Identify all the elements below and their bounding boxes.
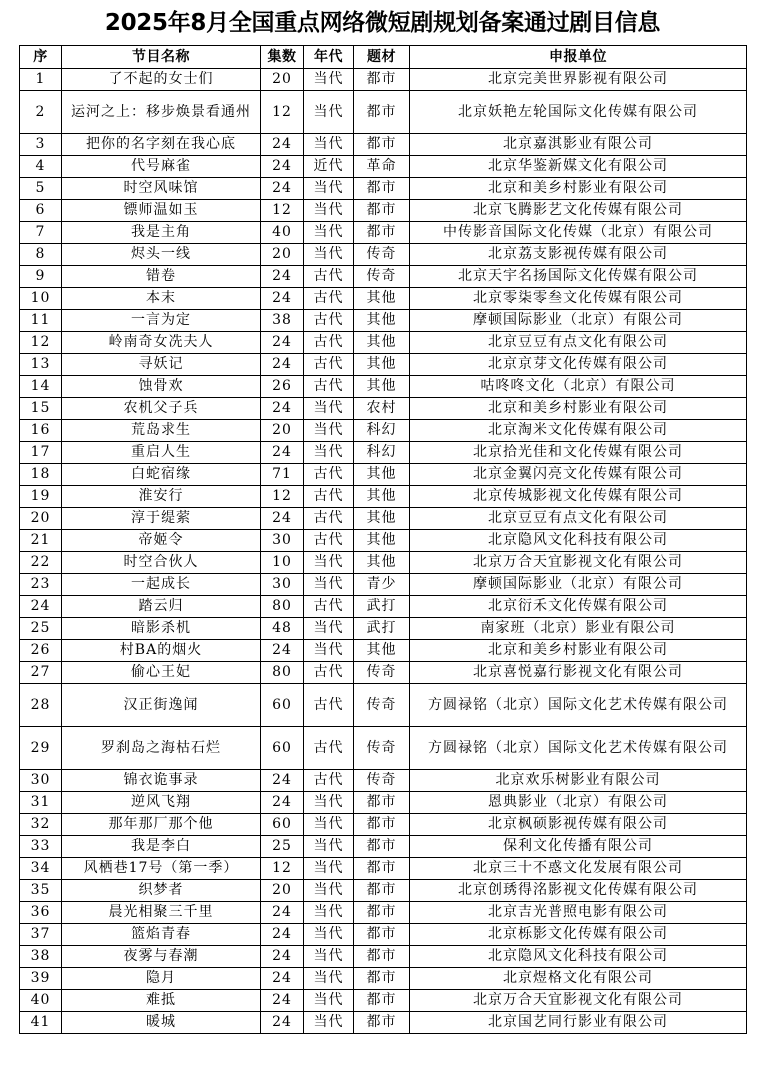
row-era: 当代 <box>304 552 354 574</box>
row-era: 古代 <box>304 332 354 354</box>
row-episodes: 20 <box>261 420 304 442</box>
table-row <box>20 442 747 464</box>
table-row <box>20 902 747 924</box>
row-program-name: 白蛇宿缘 <box>62 464 261 486</box>
row-genre: 都市 <box>354 990 410 1012</box>
row-program-name: 烬头一线 <box>62 244 261 266</box>
table-row <box>20 880 747 902</box>
row-era: 当代 <box>304 946 354 968</box>
row-applicant: 北京隐风文化科技有限公司 <box>410 946 747 968</box>
row-episodes: 24 <box>261 178 304 200</box>
table-row <box>20 662 747 684</box>
row-era: 当代 <box>304 398 354 420</box>
row-program-name: 晨光相聚三千里 <box>62 902 261 924</box>
row-applicant: 北京万合天宜影视文化有限公司 <box>410 990 747 1012</box>
row-applicant: 保利文化传播有限公司 <box>410 836 747 858</box>
table-row <box>20 354 747 376</box>
row-program-name: 锦衣诡事录 <box>62 770 261 792</box>
row-applicant: 咕咚咚文化（北京）有限公司 <box>410 376 747 398</box>
row-episodes: 12 <box>261 200 304 222</box>
row-episodes: 24 <box>261 1012 304 1034</box>
row-serial: 5 <box>20 178 62 200</box>
row-program-name: 难抵 <box>62 990 261 1012</box>
header-serial: 序 <box>20 46 62 69</box>
row-serial: 12 <box>20 332 62 354</box>
row-genre: 都市 <box>354 222 410 244</box>
table-row <box>20 376 747 398</box>
drama-list-table <box>19 45 747 1034</box>
row-applicant: 北京煜格文化有限公司 <box>410 968 747 990</box>
row-genre: 传奇 <box>354 266 410 288</box>
row-episodes: 30 <box>261 530 304 552</box>
row-applicant: 北京淘米文化传媒有限公司 <box>410 420 747 442</box>
row-era: 当代 <box>304 880 354 902</box>
row-program-name: 寻妖记 <box>62 354 261 376</box>
row-era: 当代 <box>304 968 354 990</box>
row-serial: 29 <box>20 727 62 770</box>
row-serial: 28 <box>20 684 62 727</box>
row-serial: 36 <box>20 902 62 924</box>
table-row <box>20 552 747 574</box>
row-era: 当代 <box>304 134 354 156</box>
row-genre: 其他 <box>354 310 410 332</box>
row-serial: 35 <box>20 880 62 902</box>
row-genre: 都市 <box>354 946 410 968</box>
row-applicant: 北京妖艳左轮国际文化传媒有限公司 <box>410 91 747 134</box>
row-episodes: 24 <box>261 640 304 662</box>
row-era: 当代 <box>304 924 354 946</box>
row-genre: 都市 <box>354 792 410 814</box>
row-episodes: 60 <box>261 814 304 836</box>
row-serial: 7 <box>20 222 62 244</box>
row-applicant: 北京喜悦嘉行影视文化有限公司 <box>410 662 747 684</box>
row-episodes: 24 <box>261 288 304 310</box>
row-applicant: 北京三十不惑文化发展有限公司 <box>410 858 747 880</box>
row-applicant: 北京枫硕影视传媒有限公司 <box>410 814 747 836</box>
row-era: 古代 <box>304 684 354 727</box>
row-genre: 其他 <box>354 552 410 574</box>
table-row <box>20 618 747 640</box>
row-era: 当代 <box>304 1012 354 1034</box>
row-episodes: 24 <box>261 508 304 530</box>
row-program-name: 了不起的女士们 <box>62 69 261 91</box>
table-row <box>20 420 747 442</box>
row-serial: 26 <box>20 640 62 662</box>
row-serial: 18 <box>20 464 62 486</box>
table-row <box>20 244 747 266</box>
row-genre: 都市 <box>354 836 410 858</box>
row-applicant: 北京豆豆有点文化有限公司 <box>410 332 747 354</box>
row-serial: 9 <box>20 266 62 288</box>
row-program-name: 错卷 <box>62 266 261 288</box>
row-genre: 传奇 <box>354 662 410 684</box>
row-program-name: 我是李白 <box>62 836 261 858</box>
row-episodes: 20 <box>261 880 304 902</box>
row-program-name: 罗刹岛之海枯石烂 <box>62 727 261 770</box>
row-applicant: 北京金翼闪亮文化传媒有限公司 <box>410 464 747 486</box>
row-applicant: 北京零柒零叁文化传媒有限公司 <box>410 288 747 310</box>
row-era: 古代 <box>304 727 354 770</box>
row-applicant: 北京衍禾文化传媒有限公司 <box>410 596 747 618</box>
row-applicant: 北京豆豆有点文化有限公司 <box>410 508 747 530</box>
row-serial: 39 <box>20 968 62 990</box>
row-episodes: 12 <box>261 486 304 508</box>
row-era: 当代 <box>304 814 354 836</box>
row-episodes: 24 <box>261 134 304 156</box>
row-era: 当代 <box>304 792 354 814</box>
row-serial: 40 <box>20 990 62 1012</box>
table-row <box>20 858 747 880</box>
row-serial: 15 <box>20 398 62 420</box>
table-row <box>20 178 747 200</box>
row-applicant: 北京国艺同行影业有限公司 <box>410 1012 747 1034</box>
row-episodes: 24 <box>261 266 304 288</box>
row-program-name: 暗影杀机 <box>62 618 261 640</box>
row-genre: 传奇 <box>354 727 410 770</box>
row-program-name: 岭南奇女冼夫人 <box>62 332 261 354</box>
row-genre: 其他 <box>354 332 410 354</box>
row-genre: 其他 <box>354 354 410 376</box>
row-genre: 青少 <box>354 574 410 596</box>
row-serial: 32 <box>20 814 62 836</box>
row-era: 古代 <box>304 508 354 530</box>
table-row <box>20 486 747 508</box>
table-row <box>20 574 747 596</box>
row-genre: 其他 <box>354 376 410 398</box>
header-genre: 题材 <box>354 46 410 69</box>
row-episodes: 40 <box>261 222 304 244</box>
row-applicant: 北京吉光普照电影有限公司 <box>410 902 747 924</box>
row-serial: 17 <box>20 442 62 464</box>
row-genre: 其他 <box>354 640 410 662</box>
row-era: 当代 <box>304 244 354 266</box>
row-episodes: 20 <box>261 69 304 91</box>
row-program-name: 逆风飞翔 <box>62 792 261 814</box>
row-program-name: 本末 <box>62 288 261 310</box>
row-episodes: 38 <box>261 310 304 332</box>
row-applicant: 南家班（北京）影业有限公司 <box>410 618 747 640</box>
row-applicant: 北京完美世界影视有限公司 <box>410 69 747 91</box>
table-row <box>20 727 747 770</box>
row-genre: 都市 <box>354 858 410 880</box>
row-program-name: 村BA的烟火 <box>62 640 261 662</box>
table-row <box>20 640 747 662</box>
row-era: 古代 <box>304 596 354 618</box>
row-era: 古代 <box>304 464 354 486</box>
row-episodes: 24 <box>261 398 304 420</box>
row-serial: 2 <box>20 91 62 134</box>
row-genre: 都市 <box>354 1012 410 1034</box>
row-era: 古代 <box>304 266 354 288</box>
row-era: 当代 <box>304 420 354 442</box>
row-program-name: 把你的名字刻在我心底 <box>62 134 261 156</box>
row-episodes: 48 <box>261 618 304 640</box>
row-genre: 都市 <box>354 200 410 222</box>
table-row <box>20 222 747 244</box>
row-era: 古代 <box>304 288 354 310</box>
row-era: 古代 <box>304 354 354 376</box>
row-program-name: 我是主角 <box>62 222 261 244</box>
row-genre: 革命 <box>354 156 410 178</box>
row-genre: 都市 <box>354 902 410 924</box>
table-row <box>20 91 747 134</box>
row-era: 当代 <box>304 640 354 662</box>
row-applicant: 中传影音国际文化传媒（北京）有限公司 <box>410 222 747 244</box>
row-program-name: 踏云归 <box>62 596 261 618</box>
row-episodes: 20 <box>261 244 304 266</box>
row-serial: 22 <box>20 552 62 574</box>
table-row <box>20 792 747 814</box>
row-program-name: 篮焰青春 <box>62 924 261 946</box>
row-genre: 都市 <box>354 91 410 134</box>
row-applicant: 北京嘉淇影业有限公司 <box>410 134 747 156</box>
row-episodes: 24 <box>261 770 304 792</box>
row-program-name: 淳于缇萦 <box>62 508 261 530</box>
row-genre: 武打 <box>354 618 410 640</box>
row-program-name: 一言为定 <box>62 310 261 332</box>
row-genre: 都市 <box>354 69 410 91</box>
row-genre: 其他 <box>354 288 410 310</box>
row-genre: 其他 <box>354 464 410 486</box>
row-episodes: 26 <box>261 376 304 398</box>
row-applicant: 北京天宇名扬国际文化传媒有限公司 <box>410 266 747 288</box>
row-era: 当代 <box>304 200 354 222</box>
table-header-row <box>20 46 747 69</box>
row-episodes: 30 <box>261 574 304 596</box>
row-applicant: 北京创琇得洺影视文化传媒有限公司 <box>410 880 747 902</box>
row-episodes: 10 <box>261 552 304 574</box>
row-episodes: 24 <box>261 990 304 1012</box>
table-row <box>20 814 747 836</box>
row-genre: 都市 <box>354 924 410 946</box>
row-era: 古代 <box>304 662 354 684</box>
row-program-name: 织梦者 <box>62 880 261 902</box>
row-episodes: 71 <box>261 464 304 486</box>
row-genre: 都市 <box>354 968 410 990</box>
table-row <box>20 924 747 946</box>
row-genre: 都市 <box>354 814 410 836</box>
row-genre: 都市 <box>354 880 410 902</box>
row-era: 当代 <box>304 990 354 1012</box>
table-row <box>20 69 747 91</box>
table-row <box>20 288 747 310</box>
row-era: 当代 <box>304 442 354 464</box>
table-row <box>20 946 747 968</box>
row-era: 近代 <box>304 156 354 178</box>
row-applicant: 北京栎影文化传媒有限公司 <box>410 924 747 946</box>
row-episodes: 80 <box>261 662 304 684</box>
row-episodes: 24 <box>261 354 304 376</box>
row-serial: 30 <box>20 770 62 792</box>
row-applicant: 恩典影业（北京）有限公司 <box>410 792 747 814</box>
row-genre: 科幻 <box>354 420 410 442</box>
row-program-name: 农机父子兵 <box>62 398 261 420</box>
row-serial: 19 <box>20 486 62 508</box>
row-episodes: 24 <box>261 792 304 814</box>
row-era: 当代 <box>304 574 354 596</box>
table-row <box>20 134 747 156</box>
table-row <box>20 990 747 1012</box>
row-program-name: 荒岛求生 <box>62 420 261 442</box>
row-serial: 11 <box>20 310 62 332</box>
row-genre: 科幻 <box>354 442 410 464</box>
row-era: 当代 <box>304 69 354 91</box>
row-applicant: 北京华鉴新媒文化有限公司 <box>410 156 747 178</box>
row-episodes: 25 <box>261 836 304 858</box>
table-row <box>20 332 747 354</box>
row-program-name: 那年那厂那个他 <box>62 814 261 836</box>
row-program-name: 夜雾与春潮 <box>62 946 261 968</box>
row-serial: 33 <box>20 836 62 858</box>
row-serial: 34 <box>20 858 62 880</box>
header-episodes: 集数 <box>261 46 304 69</box>
row-episodes: 24 <box>261 156 304 178</box>
row-applicant: 摩顿国际影业（北京）有限公司 <box>410 574 747 596</box>
row-applicant: 方圆禄铭（北京）国际文化艺术传媒有限公司 <box>410 684 747 727</box>
row-era: 当代 <box>304 858 354 880</box>
table-row <box>20 836 747 858</box>
table-row <box>20 684 747 727</box>
row-genre: 都市 <box>354 178 410 200</box>
row-program-name: 隐月 <box>62 968 261 990</box>
row-serial: 25 <box>20 618 62 640</box>
row-program-name: 时空风味馆 <box>62 178 261 200</box>
row-genre: 其他 <box>354 508 410 530</box>
row-program-name: 运河之上：移步焕景看通州 <box>62 91 261 134</box>
row-program-name: 汉正街逸闻 <box>62 684 261 727</box>
row-serial: 8 <box>20 244 62 266</box>
table-row <box>20 1012 747 1034</box>
row-applicant: 北京隐风文化科技有限公司 <box>410 530 747 552</box>
row-genre: 传奇 <box>354 684 410 727</box>
row-program-name: 暖城 <box>62 1012 261 1034</box>
row-serial: 10 <box>20 288 62 310</box>
row-era: 当代 <box>304 618 354 640</box>
row-era: 古代 <box>304 770 354 792</box>
row-episodes: 12 <box>261 91 304 134</box>
row-era: 古代 <box>304 530 354 552</box>
table-row <box>20 530 747 552</box>
row-program-name: 代号麻雀 <box>62 156 261 178</box>
row-genre: 都市 <box>354 134 410 156</box>
row-genre: 其他 <box>354 486 410 508</box>
row-program-name: 重启人生 <box>62 442 261 464</box>
row-era: 当代 <box>304 902 354 924</box>
row-applicant: 北京和美乡村影业有限公司 <box>410 640 747 662</box>
row-serial: 20 <box>20 508 62 530</box>
row-serial: 37 <box>20 924 62 946</box>
row-serial: 1 <box>20 69 62 91</box>
row-program-name: 帝姬令 <box>62 530 261 552</box>
table-row <box>20 464 747 486</box>
row-applicant: 北京荔支影视传媒有限公司 <box>410 244 747 266</box>
row-serial: 14 <box>20 376 62 398</box>
table-row <box>20 968 747 990</box>
row-genre: 武打 <box>354 596 410 618</box>
row-program-name: 时空合伙人 <box>62 552 261 574</box>
row-serial: 41 <box>20 1012 62 1034</box>
row-episodes: 80 <box>261 596 304 618</box>
row-applicant: 北京拾光佳和文化传媒有限公司 <box>410 442 747 464</box>
row-serial: 16 <box>20 420 62 442</box>
row-episodes: 24 <box>261 902 304 924</box>
row-genre: 传奇 <box>354 770 410 792</box>
row-serial: 4 <box>20 156 62 178</box>
table-body <box>20 69 747 1034</box>
row-serial: 13 <box>20 354 62 376</box>
document-title: 2025年8月全国重点网络微短剧规划备案通过剧目信息 <box>104 10 661 36</box>
table-row <box>20 508 747 530</box>
row-era: 当代 <box>304 222 354 244</box>
row-serial: 38 <box>20 946 62 968</box>
row-era: 古代 <box>304 486 354 508</box>
row-episodes: 60 <box>261 684 304 727</box>
table-row <box>20 310 747 332</box>
row-genre: 农村 <box>354 398 410 420</box>
row-applicant: 北京和美乡村影业有限公司 <box>410 398 747 420</box>
row-applicant: 摩顿国际影业（北京）有限公司 <box>410 310 747 332</box>
row-applicant: 北京万合天宜影视文化有限公司 <box>410 552 747 574</box>
row-applicant: 北京京芽文化传媒有限公司 <box>410 354 747 376</box>
row-episodes: 24 <box>261 968 304 990</box>
row-episodes: 24 <box>261 924 304 946</box>
table-row <box>20 596 747 618</box>
row-serial: 6 <box>20 200 62 222</box>
row-serial: 3 <box>20 134 62 156</box>
row-era: 当代 <box>304 836 354 858</box>
row-genre: 其他 <box>354 530 410 552</box>
table-row <box>20 398 747 420</box>
row-episodes: 60 <box>261 727 304 770</box>
row-applicant: 北京欢乐树影业有限公司 <box>410 770 747 792</box>
row-applicant: 北京飞腾影艺文化传媒有限公司 <box>410 200 747 222</box>
row-serial: 24 <box>20 596 62 618</box>
row-program-name: 一起成长 <box>62 574 261 596</box>
row-program-name: 风栖巷17号（第一季） <box>62 858 261 880</box>
row-era: 当代 <box>304 91 354 134</box>
header-era: 年代 <box>304 46 354 69</box>
row-program-name: 蚀骨欢 <box>62 376 261 398</box>
row-serial: 21 <box>20 530 62 552</box>
row-applicant: 北京传城影视文化传媒有限公司 <box>410 486 747 508</box>
row-applicant: 方圆禄铭（北京）国际文化艺术传媒有限公司 <box>410 727 747 770</box>
header-applicant: 申报单位 <box>410 46 747 69</box>
row-era: 古代 <box>304 310 354 332</box>
row-serial: 31 <box>20 792 62 814</box>
table-row <box>20 266 747 288</box>
row-era: 古代 <box>304 376 354 398</box>
row-program-name: 淮安行 <box>62 486 261 508</box>
row-serial: 23 <box>20 574 62 596</box>
header-program-name: 节目名称 <box>62 46 261 69</box>
row-serial: 27 <box>20 662 62 684</box>
row-episodes: 24 <box>261 946 304 968</box>
table-row <box>20 200 747 222</box>
table-row <box>20 156 747 178</box>
table-row <box>20 770 747 792</box>
row-episodes: 24 <box>261 442 304 464</box>
row-episodes: 12 <box>261 858 304 880</box>
row-program-name: 偷心王妃 <box>62 662 261 684</box>
row-applicant: 北京和美乡村影业有限公司 <box>410 178 747 200</box>
row-genre: 传奇 <box>354 244 410 266</box>
row-episodes: 24 <box>261 332 304 354</box>
row-program-name: 镖师温如玉 <box>62 200 261 222</box>
row-era: 当代 <box>304 178 354 200</box>
